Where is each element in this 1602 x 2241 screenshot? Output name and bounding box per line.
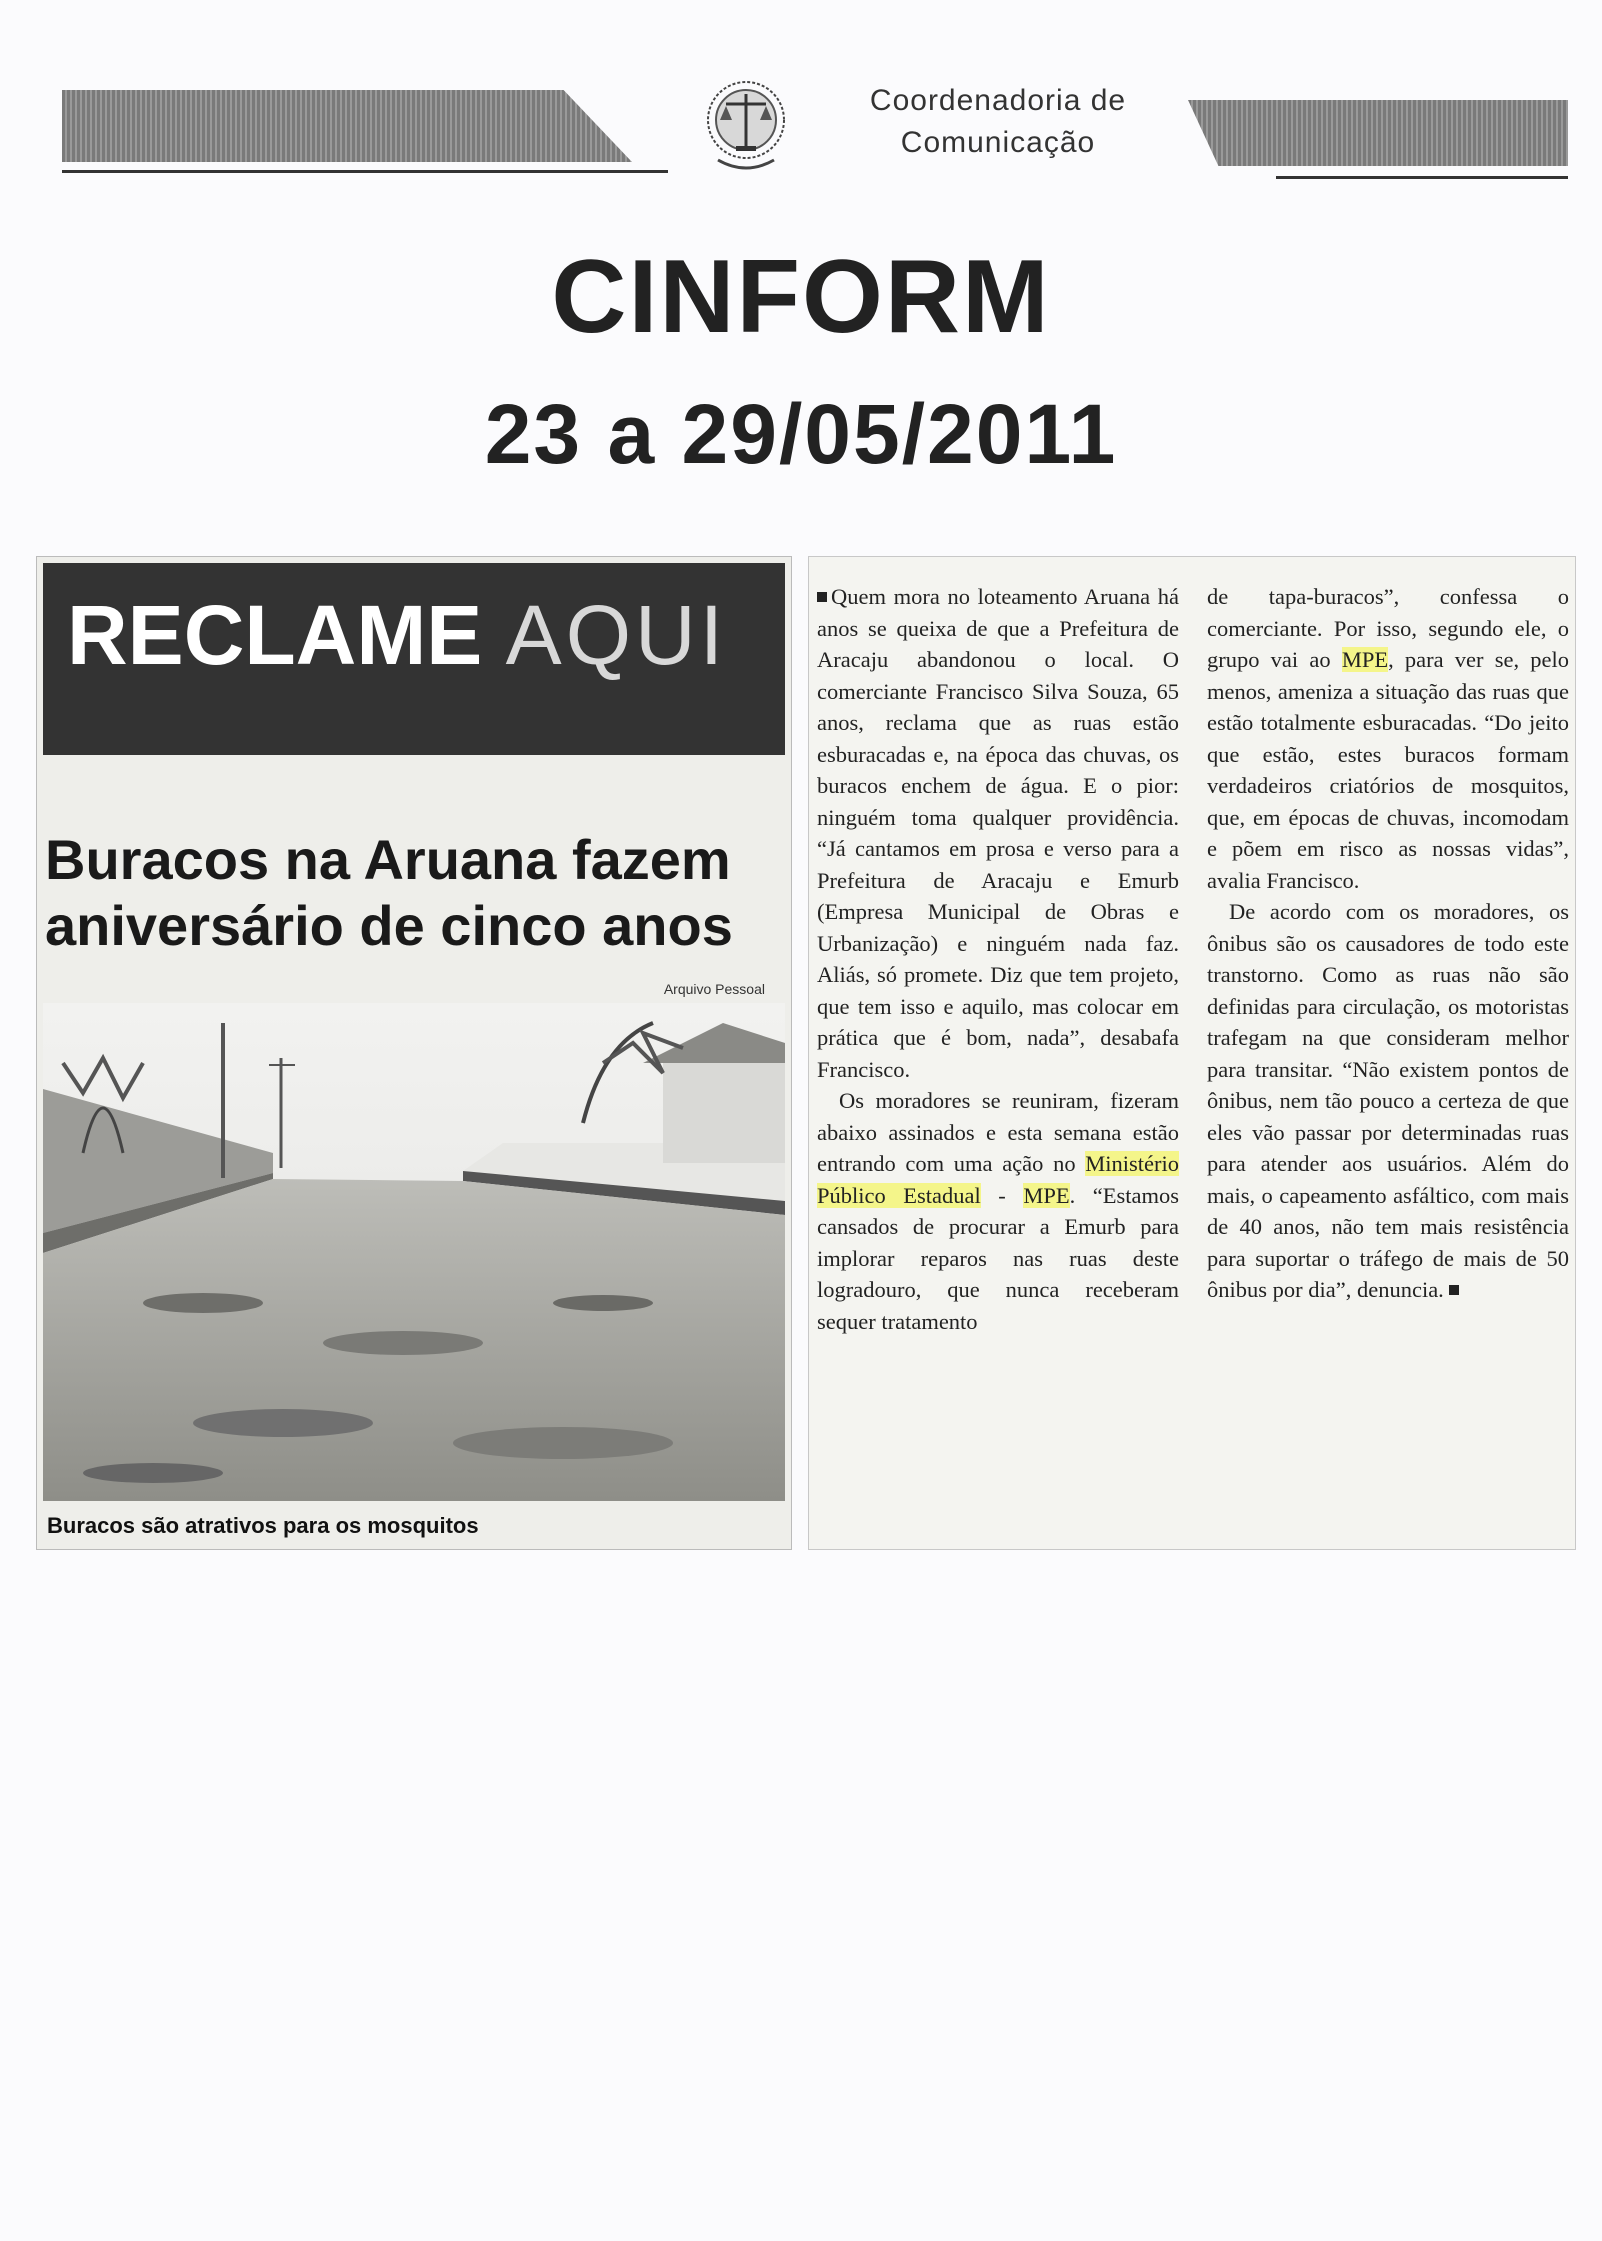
section-title-bold: RECLAME (67, 588, 483, 682)
column-1-paragraph-2 (817, 1085, 1179, 1337)
column-2-paragraph-2 (1207, 896, 1569, 1306)
clipping-body-block (808, 556, 1576, 1550)
header-left-bar (62, 90, 632, 162)
column-1-paragraph-1 (817, 581, 1179, 1085)
column-2-paragraph-1-part-b: , para ver se, pelo menos, ameniza a situação das ruas que estão totalmente esburacadas. “Do jeito que estão, estes buracos formam verdadeiros criatórios de mosquitos, que, em épocas de chuvas, incomodam e põem em risco as nossas vidas”, avalia Francisco. (1207, 647, 1570, 893)
publication-title: CINFORM (551, 239, 1051, 355)
clipping-headline-block (36, 556, 792, 1550)
scales-of-justice-emblem-icon (700, 72, 792, 180)
column-1-paragraph-2-separator: - (980, 1182, 1024, 1208)
article-headline: Buracos na Aruana fazem aniversário de cinco anos (45, 828, 733, 957)
section-title-light: AQUI (505, 588, 728, 682)
highlight-mpe-2: MPE (1341, 647, 1389, 672)
highlight-mpe: MPE (1023, 1182, 1070, 1208)
header-right-bar (1188, 100, 1568, 166)
article-column-1 (817, 581, 1179, 1337)
photo-caption: Buracos são atrativos para os mosquitos (47, 1513, 479, 1538)
org-line-1: Coordenadoria de (869, 84, 1127, 117)
publication-date: 23 a 29/05/2011 (484, 387, 1118, 481)
header-right-rule (1276, 176, 1568, 179)
start-square-icon (817, 592, 827, 602)
header-left-rule (62, 170, 668, 173)
article-column-2 (1207, 581, 1569, 1306)
column-2-paragraph-1 (1207, 581, 1569, 896)
organization-name (838, 80, 1158, 164)
column-2-paragraph-1-part-a: de tapa-buracos”, confessa o comerciante. Por isso, segundo ele, o grupo vai ao (1207, 584, 1569, 672)
section-banner (43, 563, 785, 755)
column-1-paragraph-1-text: Quem mora no loteamento Aruana há anos se queixa de que a Prefeitura de Aracaju abandonou o local. O comerciante Francisco Silva Souza, 65 anos, reclama que as ruas estão esburacadas e, na época das chuvas, os buracos enchem de água. E o pior: ninguém toma qualquer providência. “Já cantamos em prosa e verso para a Prefeitura de Aracaju e Emurb (Empresa Municipal de Obras e Urbanização) e ninguém nada faz. Aliás, só promete. Diz que tem projeto, que tem isso e aquilo, mas colocar em prática que é bom, nada”, desabafa Francisco. (817, 584, 1179, 1082)
org-line-2: Comunicação (900, 126, 1096, 159)
street-potholes-photo (43, 1003, 785, 1501)
section-title (67, 588, 728, 682)
column-2-paragraph-2-text: De acordo com os moradores, os ônibus são os causadores de todo este transtorno. Como as ruas não são definidas para circulação, os motoristas trafegam na que consideram melhor para transitar. “Não existem pontos de ônibus, nem tão pouco a certeza de que eles vão passar por determinadas ruas para atender aos usuários. Além do mais, o capeamento asfáltico, com mais de 40 anos, não tem mais resistência para suportar o tráfego de mais de 50 ônibus por dia”, denuncia. (1207, 899, 1569, 1302)
highlight-ministerio-publico: Ministério Público Estadual (817, 1151, 1179, 1208)
column-1-paragraph-2-part-a: Os moradores se reuniram, fizeram abaixo assinados e esta semana estão entrando com uma ação no (817, 1088, 1179, 1176)
end-square-icon (1449, 1285, 1459, 1295)
photo-credit: Arquivo Pessoal (663, 981, 765, 997)
column-1-paragraph-2-part-b: . “Estamos cansados de procurar a Emurb para implorar reparos nas ruas deste logradouro, que nunca receberam sequer tratamento (817, 1182, 1180, 1334)
